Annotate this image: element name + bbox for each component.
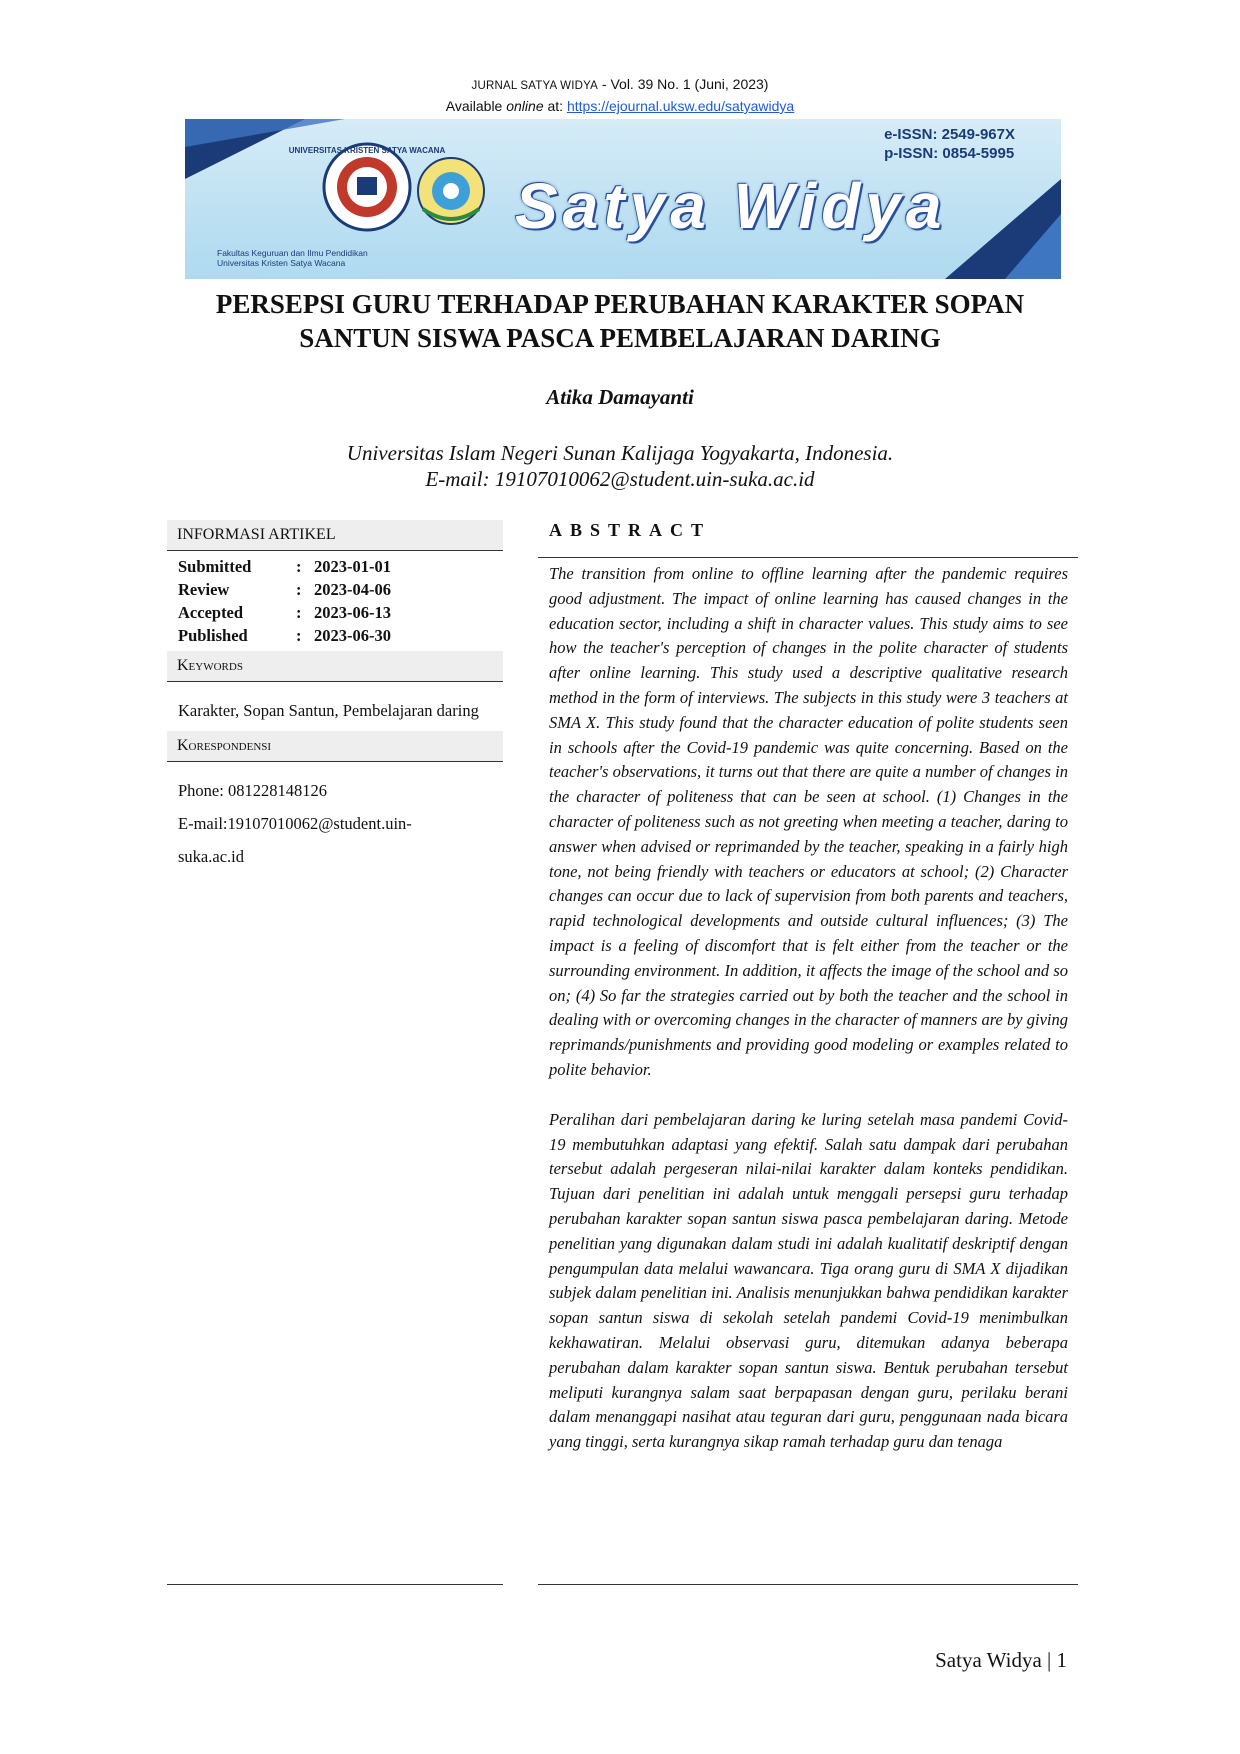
table-row <box>178 578 391 601</box>
journal-url-link[interactable]: https://ejournal.uksw.edu/satyawidya <box>566 98 795 114</box>
left-column-bottom-rule <box>167 1584 503 1585</box>
journal-banner <box>185 119 1061 279</box>
affiliation-line: Universitas Islam Negeri Sunan Kalijaga Yogyakarta, Indonesia. <box>346 441 894 465</box>
author-email: E-mail: 19107010062@student.uin-suka.ac.id <box>425 467 815 491</box>
date-label: Review <box>178 580 230 599</box>
phone-number: Phone: 081228148126 <box>178 781 327 800</box>
table-row <box>178 601 391 624</box>
table-row <box>178 624 391 647</box>
correspondence-email-line-2: suka.ac.id <box>178 847 244 866</box>
date-value: 2023-06-13 <box>314 603 391 622</box>
article-dates-table <box>178 555 391 647</box>
availability-line <box>0 98 1240 114</box>
date-separator: : <box>296 626 302 645</box>
abstract-top-rule <box>538 557 1078 558</box>
footer-journal-name: Satya Widya <box>935 1648 1042 1672</box>
available-prefix: Available <box>445 98 503 114</box>
date-label: Published <box>178 626 248 645</box>
svg-text:UNIVERSITAS KRISTEN SATYA WACA: UNIVERSITAS KRISTEN SATYA WACANA <box>288 146 446 155</box>
available-suffix: at: <box>547 98 564 114</box>
abstract-heading: ABSTRACT <box>549 520 712 540</box>
journal-header <box>0 76 1240 92</box>
date-value: 2023-01-01 <box>314 557 391 576</box>
date-label: Accepted <box>178 603 244 622</box>
faculty-line-2: Universitas Kristen Satya Wacana <box>217 258 346 268</box>
available-online: online <box>506 98 544 114</box>
faculty-line-1: Fakultas Keguruan dan Ilmu Pendidikan <box>217 248 368 258</box>
author-affiliation <box>0 440 1240 492</box>
correspondence-heading: Korespondensi <box>167 731 503 762</box>
article-info-column <box>167 520 503 879</box>
article-info-heading: INFORMASI ARTIKEL <box>167 520 503 551</box>
table-row <box>178 555 391 578</box>
date-value: 2023-06-30 <box>314 626 391 645</box>
date-separator: : <box>296 603 302 622</box>
page-number: 1 <box>1056 1648 1067 1672</box>
issn-block <box>884 125 1015 163</box>
banner-title: Satya Widya <box>515 170 947 242</box>
abstract-indonesian: Peralihan dari pembelajaran daring ke luring setelah masa pandemi Covid-19 membutuhkan adaptasi yang efektif. Salah satu dampak dari perubahan tersebut adalah pergeseran nilai-nilai karakter dalam konteks pendidikan. Tujuan dari penelitian ini adalah untuk menggali persepsi guru terhadap perubahan karakter sopan santun siswa pasca pembelajaran daring. Metode penelitian yang digunakan dalam studi ini adalah kualitatif deskriptif dengan pengumpulan data melalui wawancara. Tiga orang guru di SMA X dijadikan subjek dalam penelitian ini. Analisis menunjukkan bahwa pendidikan karakter sopan santun siswa di sekolah setelah pandemi Covid-19 menimbulkan kekhawatiran. Melalui observasi guru, ditemukan adanya beberapa perubahan dalam karakter sopan santun siswa. Bentuk perubahan tersebut meliputi kurangnya salam saat berpapasan dengan guru, perilaku berani dalam menanggapi nasihat atau teguran dari guru, penggunaan nada bicara yang tinggi, serta kurangnya sikap ramah terhadap guru dan tenaga <box>549 1109 1068 1452</box>
p-issn: p-ISSN: 0854-5995 <box>884 145 1015 162</box>
date-label: Submitted <box>178 557 252 576</box>
date-value: 2023-04-06 <box>314 580 391 599</box>
keywords-heading: Keywords <box>167 651 503 682</box>
e-issn: e-ISSN: 2549-967X <box>884 126 1015 143</box>
date-separator: : <box>296 557 302 576</box>
correspondence-email-line-1: E-mail:19107010062@student.uin- <box>178 814 412 833</box>
paper-title-line-2: SANTUN SISWA PASCA PEMBELAJARAN DARING <box>299 323 941 353</box>
paper-title-line-1: PERSEPSI GURU TERHADAP PERUBAHAN KARAKTER SOPAN <box>215 289 1025 319</box>
faculty-text <box>217 248 368 268</box>
journal-name: JURNAL SATYA WIDYA <box>471 80 599 92</box>
faculty-logo-icon <box>418 158 484 224</box>
abstract-bottom-rule <box>538 1584 1078 1585</box>
keywords-text: Karakter, Sopan Santun, Pembelajaran daring <box>178 701 479 720</box>
journal-volume: - Vol. 39 No. 1 (Juni, 2023) <box>601 76 769 92</box>
correspondence-block <box>167 762 503 879</box>
abstract-english: The transition from online to offline learning after the pandemic requires good adjustment. The impact of online learning has caused changes in the education sector, including a shift in character values. This study aims to see how the teacher's perception of changes in the polite character of students after online learning. This study used a descriptive qualitative research method in the form of interviews. The subjects in this study were 3 teachers at SMA X. This study found that the character education of polite students seen in schools after the Covid-19 pandemic was quite concerning. Based on the teacher's observations, it turns out that there are quite a number of changes in the character of politeness that can be seen at school. (1) Changes in the character of politeness such as not greeting when meeting a teacher, daring to answer when advised or reprimanded by the teacher, speaking in a fairly high tone, not being friendly with teachers or educators at school; (2) Character changes can occur due to lack of supervision from both parents and teachers, rapid technological developments and outside cultural influences; (3) The impact is a feeling of discomfort that is felt either from the teacher or the surrounding environment. In addition, it affects the image of the school and so on; (4) So far the strategies carried out by both the teacher and the school in dealing with or overcoming changes in the character of manners are by giving reprimands/punishments and providing good modeling or examples related to polite behavior. <box>549 564 1068 1079</box>
author-name: Atika Damayanti <box>546 385 694 409</box>
abstract-body <box>549 562 1068 1480</box>
footer-separator: | <box>1047 1648 1052 1672</box>
paper-title <box>100 287 1140 355</box>
date-separator: : <box>296 580 302 599</box>
page-footer <box>935 1648 1067 1673</box>
